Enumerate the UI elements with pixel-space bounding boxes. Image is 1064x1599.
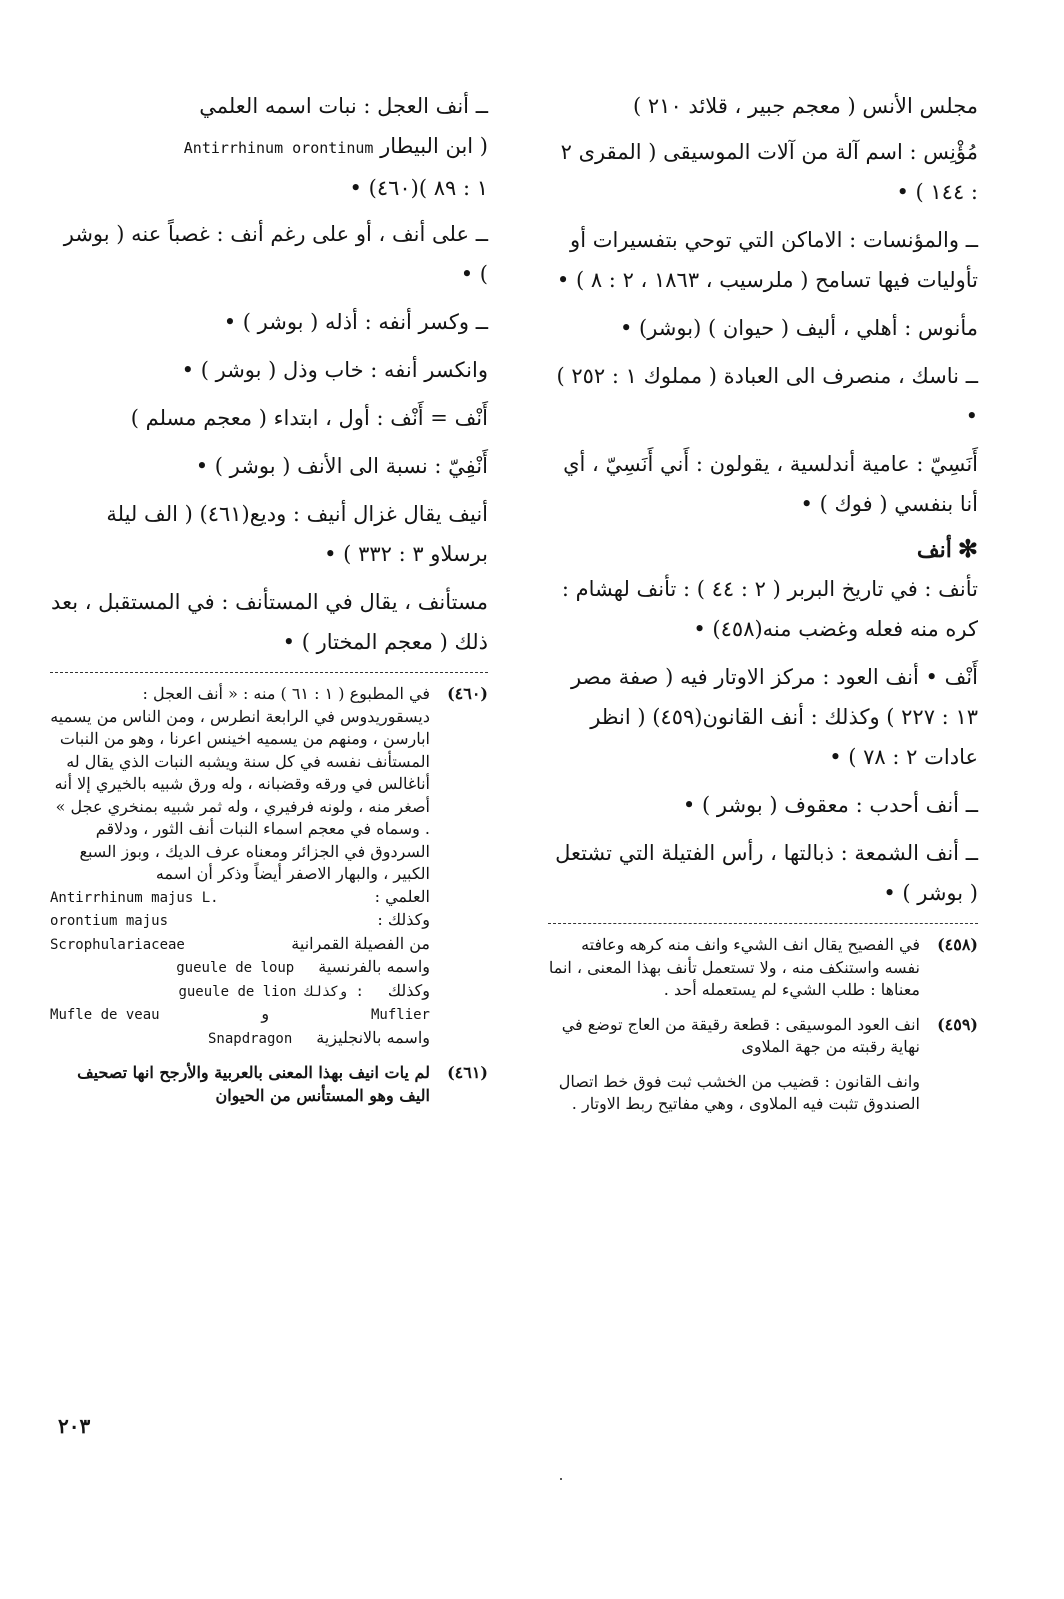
entry-kasara-anfahu: ــ وكسر أنفه : أذله ( بوشر ) • bbox=[223, 310, 488, 334]
entry-anf-al-ijl-ref: ١ : ٨٩ )(٤٦٠) • bbox=[349, 176, 488, 200]
footnote-461 bbox=[50, 1062, 488, 1107]
latin-row bbox=[50, 886, 430, 910]
footnote-body bbox=[50, 683, 430, 1050]
right-column bbox=[548, 86, 978, 1116]
latin-row bbox=[50, 933, 430, 957]
entry-munis: مُؤْنِس : اسم آلة من آلات الموسيقى ( المقرى ٢ : ١٤٤ ) • bbox=[560, 140, 978, 204]
footnote-text: لم يات انيف بهذا المعنى بالعربية والأرجح انها تصحيف اليف وهو المستأنس من الحيوان bbox=[77, 1063, 430, 1105]
entry-anf-al-shamah: ــ أنف الشمعة : ذبالتها ، رأس الفتيلة التي تشتعل ( بوشر ) • bbox=[555, 841, 978, 905]
latin-row-term: orontium majus bbox=[50, 913, 169, 929]
latin-name: Antirrhinum orontinum bbox=[183, 139, 374, 157]
latin-row-term: gueule de loup bbox=[176, 960, 295, 976]
entry-taannaf: تأنف : في تاريخ البربر ( ٢ : ٤٤ ) : تأنف لهشام : كره منه فعله وغضب منه(٤٥٨) • bbox=[561, 577, 978, 641]
footnote-divider bbox=[548, 923, 978, 924]
entry-nasik: ــ ناسك ، منصرف الى العبادة ( مملوك ١ : ٢٥٢ ) • bbox=[556, 364, 978, 428]
latin-row-label: العلمي : bbox=[374, 886, 430, 906]
entry-anf-al-ijl-source-line bbox=[50, 126, 488, 168]
entry-inkasara-anfuhu: وانكسر أنفه : خاب وذل ( بوشر ) • bbox=[181, 358, 488, 382]
entry-anf-ahdab: ــ أنف أحدب : معقوف ( بوشر ) • bbox=[682, 793, 978, 817]
latin-row-term: Scrophulariaceae bbox=[50, 936, 185, 953]
footnote-number: (٤٥٩) bbox=[937, 1014, 978, 1034]
footnote-number: (٤٥٨) bbox=[937, 935, 978, 954]
entry-anif: أنيف يقال غزال أنيف : وديع(٤٦١) ( الف ليلة برسلاو ٣ : ٣٣٢ ) • bbox=[106, 502, 488, 566]
footnote-459 bbox=[548, 1014, 978, 1059]
footnote-459-continuation: وانف القانون : قضيب من الخشب ثبت فوق خط اتصال الصندوق تثبت فيه الملاوى ، وهي مفاتيح ربط الاوتار . bbox=[558, 1071, 920, 1113]
latin-row bbox=[50, 956, 430, 980]
entry-ala-anf: ــ على أنف ، أو على رغم أنف : غصباً عنه ( بوشر ) • bbox=[63, 222, 488, 286]
latin-row-term: Muflier bbox=[370, 1007, 430, 1023]
latin-row-label: وكذلك bbox=[387, 980, 430, 1000]
latin-row-label: واسمه بالفرنسية bbox=[318, 957, 430, 976]
footnote-text: في المطبوع ( ١ : ٦١ ) منه : « أنف العجل : ديسقوريدوس في الرابعة انطرس ، ومن الناس من يسميه ابارسن ، ومنهم من يسميه اخينس اعرنا ، وهو من النبات المستأنف نفسه في كل سنة ويشبه النبات الذي يقال له أناغالس في ورقه وقضبانه ، وله ورق شبيه بالخيري إلا أنه أصغر منه ، ولونه فرفيري ، وله ثمر شبيه بمنخري عجل » . وسماه في معجم اسماء النبات أنف الثور ، ودلاقم السردوق في الجزائر ومعناه عرف الديك ، وبوز السبع الكبير ، والبهار الاصفر أيضاً وذكر أن اسمه bbox=[50, 684, 430, 883]
latin-row-term: gueule de lion وكذلك : bbox=[178, 983, 364, 1000]
section-heading-anf bbox=[548, 532, 978, 567]
latin-row bbox=[50, 980, 430, 1004]
asterisk-icon: ✻ bbox=[957, 534, 978, 563]
latin-row-label: وكذلك : bbox=[377, 910, 430, 929]
entry-majlis-al-uns: مجلس الأنس ( معجم جبير ، قلائد ٢١٠ ) bbox=[633, 94, 978, 118]
latin-row bbox=[50, 1003, 430, 1027]
latin-row bbox=[50, 1027, 430, 1051]
latin-row-term-2: Mufle de veau bbox=[50, 1007, 160, 1023]
latin-row-label: و bbox=[261, 1004, 270, 1023]
latin-row-term: Snapdragon bbox=[207, 1030, 293, 1047]
entry-anfi: أَنْفِيّ : نسبة الى الأنف ( بوشر ) • bbox=[195, 454, 488, 478]
source-ibn-al-baytar: ( ابن البيطار bbox=[380, 134, 488, 158]
latin-row-label: واسمه بالانجليزية bbox=[316, 1027, 430, 1047]
latin-row bbox=[50, 909, 430, 933]
entry-anasi: أَنَسِيّ : عامية أندلسية ، يقولون : أَني أَنَسِيّ ، أي أنا بنفسي ( فوك ) • bbox=[563, 452, 978, 516]
footnote-number: (٤٦٠) bbox=[447, 684, 488, 703]
scan-speck bbox=[560, 1478, 562, 1480]
left-column bbox=[50, 86, 488, 1119]
footnote-number: (٤٦١) bbox=[447, 1063, 488, 1082]
footnote-458 bbox=[548, 934, 978, 1002]
latin-row-label: من الفصيلة القمرانية bbox=[291, 933, 430, 953]
entry-manus: مأنوس : أهلي ، أليف ( حيوان ) (بوشر) • bbox=[619, 316, 978, 340]
entry-mustanaf: مستأنف ، يقال في المستأنف : في المستقبل ، بعد ذلك ( معجم المختار ) • bbox=[51, 590, 488, 654]
page-number: ٢٠٣ bbox=[58, 1414, 91, 1438]
latin-row-term: Antirrhinum majus L. bbox=[50, 889, 219, 906]
section-heading-text: أنف bbox=[916, 537, 952, 563]
footnote-text: في الفصيح يقال انف الشيء وانف منه كرهه وعافته نفسه واستنكف منه ، ولا تستعمل تأنف بهذا المعنى ، انما معناها : طلب الشيء لم يستعمله أحد . bbox=[548, 935, 920, 999]
entry-unuf: أَنْف = أَنْف : أول ، ابتداء ( معجم مسلم ) bbox=[130, 406, 488, 430]
footnote-text: انف العود الموسيقى : قطعة رقيقة من العاج توضع في نهاية رقبته من جهة الملاوى bbox=[561, 1014, 920, 1056]
entry-anf-al-ud: أَنْف • أنف العود : مركز الاوتار فيه ( صفة مصر ١٣ : ٢٢٧ ) وكذلك : أنف القانون(٤٥٩) ( انظر عادات ٢ : ٧٨ ) • bbox=[571, 665, 978, 769]
entry-anf-al-ijl bbox=[50, 86, 488, 208]
entry-anf-al-ijl-line: ــ أنف العجل : نبات اسمه العلمي bbox=[199, 94, 488, 118]
footnote-divider bbox=[50, 672, 488, 673]
entry-al-munisat: ــ والمؤنسات : الاماكن التي توحي بتفسيرات أو تأوليات فيها تسامح ( ملرسيب ، ١٨٦٣ ، ٢ : ٨ ) • bbox=[556, 228, 978, 292]
footnote-460 bbox=[50, 683, 488, 1050]
